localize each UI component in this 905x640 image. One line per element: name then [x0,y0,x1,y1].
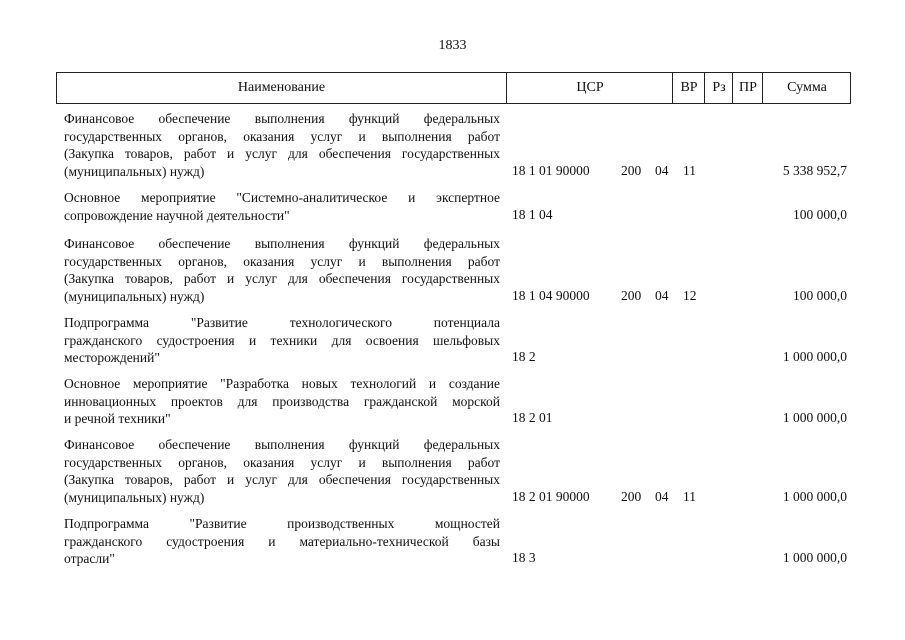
row-vr: 200 [621,162,642,178]
column-header-vr: ВР [672,73,705,103]
row-name [64,189,500,224]
row-name-line: Финансовое обеспечение выполнения функций федеральных [64,437,500,452]
row-name-line: Подпрограмма "Развитие производственных мощностей [64,516,500,531]
row-name-line: инновационных проектов для производства гражданской морской [64,393,500,409]
row-csr: 18 2 01 90000 [512,488,590,504]
row-sum: 1 000 000,0 [782,349,847,364]
row-name-line: Финансовое обеспечение выполнения функций федеральных [64,111,500,126]
row-sum: 1 000 000,0 [782,550,847,565]
row-csr: 18 2 [512,349,536,364]
page-number: 1833 [438,38,467,53]
row-name-line: Финансовое обеспечение выполнения функций федеральных [64,236,500,251]
row-csr: 18 3 [512,550,536,565]
row-name-line: Подпрограмма "Развитие технологического потенциала [64,315,500,330]
row-sum: 100 000,0 [793,206,847,222]
row-name-line: (Закупка товаров, работ и услуг для обеспечения государственных [64,472,500,487]
column-header-rz: Рз [704,73,733,103]
row-csr: 18 2 01 [512,410,553,425]
row-name-line: отрасли" [64,551,115,566]
row-name [64,110,500,180]
row-csr: 18 1 04 90000 [512,287,590,303]
row-pr: 12 [683,287,697,303]
row-name-line: (муниципальных) нужд) [64,489,205,505]
row-pr: 11 [683,488,696,504]
row-vr: 200 [621,287,642,303]
row-rz: 04 [655,488,669,504]
row-sum: 1 000 000,0 [782,410,847,425]
row-pr: 11 [683,162,696,178]
row-name-line: сопровождение научной деятельности" [64,207,290,223]
row-name [64,436,500,506]
table-header [56,72,851,104]
row-name-line: (Закупка товаров, работ и услуг для обеспечения государственных [64,146,500,161]
column-header-name: Наименование [237,80,326,95]
row-name-line: гражданского судостроения и материально-технической базы [64,533,500,549]
column-header-csr: ЦСР [506,73,673,103]
row-csr: 18 1 01 90000 [512,162,590,178]
row-name [64,235,500,305]
column-header-pr: ПР [732,73,763,103]
row-sum: 1 000 000,0 [782,488,847,504]
row-name [64,375,500,428]
row-name-line: (Закупка товаров, работ и услуг для обеспечения государственных [64,271,500,286]
row-vr: 200 [621,488,642,504]
row-name-line: гражданского судостроения и техники для освоения шельфовых [64,332,500,348]
row-name [64,515,500,568]
row-name-line: государственных органов, оказания услуг и выполнения работ [64,253,500,269]
row-name-line: (муниципальных) нужд) [64,288,205,304]
row-rz: 04 [655,287,669,303]
row-name-line: Основное мероприятие "Системно-аналитическое и экспертное [64,190,500,205]
row-rz: 04 [655,162,669,178]
row-name-line: месторождений" [64,350,160,365]
row-name-line: государственных органов, оказания услуг и выполнения работ [64,454,500,470]
column-header-sum: Сумма [762,73,851,103]
row-sum: 100 000,0 [793,287,847,303]
row-name [64,314,500,367]
row-name-line: и речной техники" [64,411,171,426]
row-name-line: государственных органов, оказания услуг и выполнения работ [64,128,500,144]
row-sum: 5 338 952,7 [782,162,847,178]
row-name-line: Основное мероприятие "Разработка новых технологий и создание [64,376,500,391]
row-name-line: (муниципальных) нужд) [64,163,205,179]
row-csr: 18 1 04 [512,206,553,222]
